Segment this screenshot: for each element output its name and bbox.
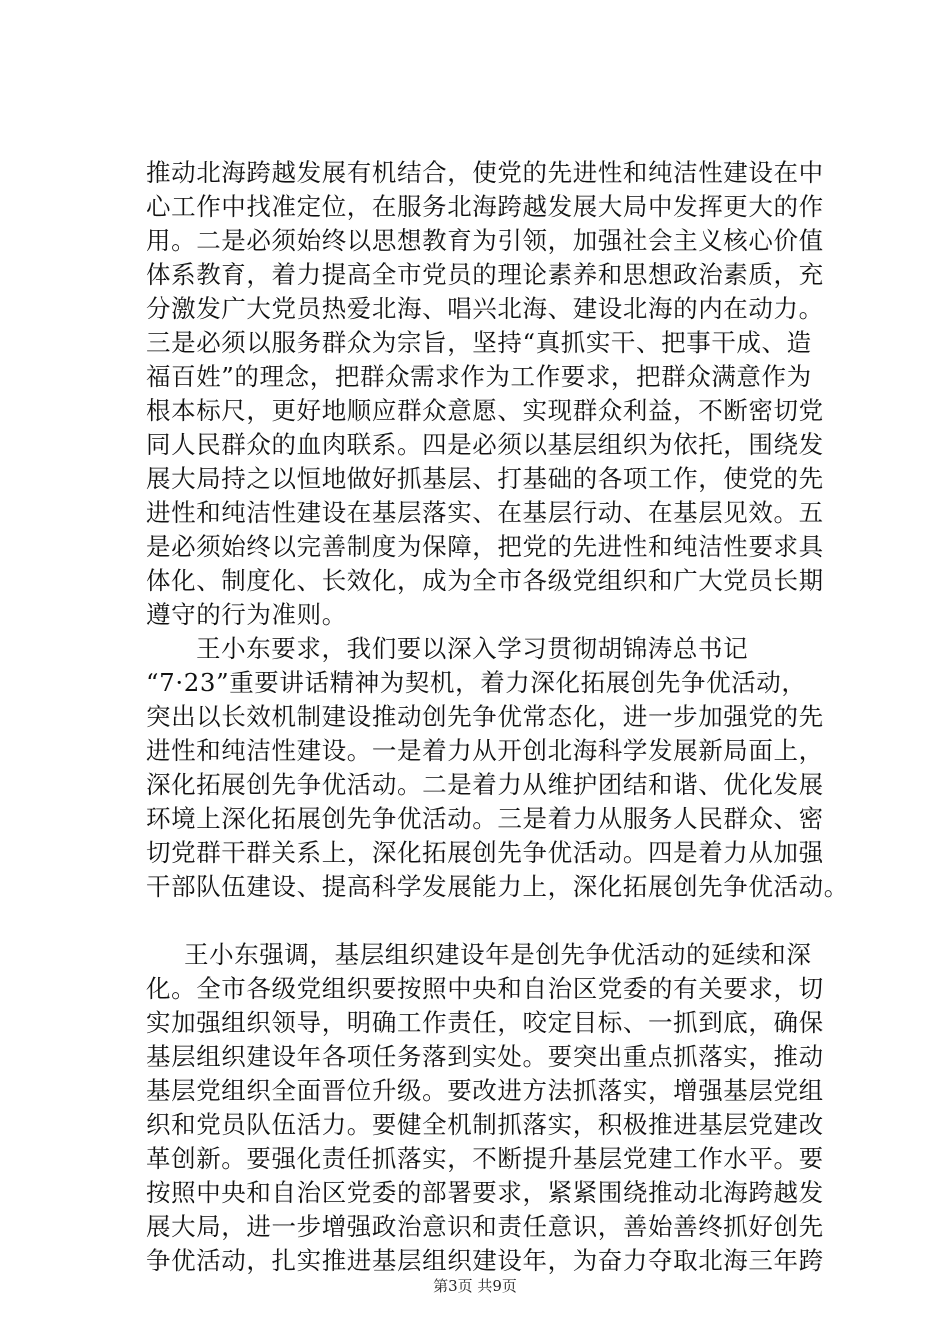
text-line: 基层党组织全面晋位升级。要改进方法抓落实，增强基层党组 bbox=[146, 1076, 824, 1105]
text-line: 革创新。要强化责任抓落实，不断提升基层党建工作水平。要 bbox=[146, 1144, 824, 1173]
page-number-footer: 第3页 共9页 bbox=[433, 1277, 517, 1295]
text-line: 心工作中找准定位，在服务北海跨越发展大局中发挥更大的作 bbox=[146, 192, 824, 221]
text-line: 实加强组织领导，明确工作责任，咬定目标、一抓到底，确保 bbox=[146, 1008, 824, 1037]
text-line: 化。全市各级党组织要按照中央和自治区党委的有关要求，切 bbox=[146, 974, 824, 1003]
paragraph-2 bbox=[146, 632, 849, 904]
text-line: 进性和纯洁性建设。一是着力从开创北海科学发展新局面上， bbox=[146, 736, 824, 765]
text-line: 切党群干群关系上，深化拓展创先争优活动。四是着力从加强 bbox=[146, 838, 824, 867]
text-line: 深化拓展创先争优活动。二是着力从维护团结和谐、优化发展 bbox=[146, 770, 824, 799]
text-line: 用。二是必须始终以思想教育为引领，加强社会主义核心价值 bbox=[146, 226, 824, 255]
text-line: 三是必须以服务群众为宗旨，坚持“真抓实干、把事干成、造 bbox=[146, 328, 812, 357]
text-line: 体化、制度化、长效化，成为全市各级党组织和广大党员长期 bbox=[146, 566, 824, 595]
text-line: 王小东要求，我们要以深入学习贯彻胡锦涛总书记 bbox=[196, 634, 749, 663]
paragraph-1 bbox=[146, 156, 846, 632]
paragraph-spacer bbox=[146, 904, 846, 938]
text-line: 基层组织建设年各项任务落到实处。要突出重点抓落实，推动 bbox=[146, 1042, 824, 1071]
text-line: 体系教育，着力提高全市党员的理论素养和思想政治素质，充 bbox=[146, 260, 824, 289]
text-line: 织和党员队伍活力。要健全机制抓落实，积极推进基层党建改 bbox=[146, 1110, 824, 1139]
text-line: 干部队伍建设、提高科学发展能力上，深化拓展创先争优活动。 bbox=[146, 872, 849, 901]
text-line: 争优活动，扎实推进基层组织建设年，为奋力夺取北海三年跨 bbox=[146, 1246, 824, 1275]
text-line: 展大局，进一步增强政治意识和责任意识，善始善终抓好创先 bbox=[146, 1212, 824, 1241]
text-line: 按照中央和自治区党委的部署要求，紧紧围绕推动北海跨越发 bbox=[146, 1178, 824, 1207]
text-line: 分激发广大党员热爱北海、唱兴北海、建设北海的内在动力。 bbox=[146, 294, 824, 323]
document-body bbox=[146, 156, 849, 1278]
text-line: 展大局持之以恒地做好抓基层、打基础的各项工作，使党的先 bbox=[146, 464, 824, 493]
text-line: 根本标尺，更好地顺应群众意愿、实现群众利益，不断密切党 bbox=[146, 396, 824, 425]
text-line: “7·23”重要讲话精神为契机，着力深化拓展创先争优活动， bbox=[146, 668, 807, 697]
text-line: 是必须始终以完善制度为保障，把党的先进性和纯洁性要求具 bbox=[146, 532, 824, 561]
paragraph-3 bbox=[146, 938, 846, 1278]
text-line: 王小东强调，基层组织建设年是创先争优活动的延续和深 bbox=[184, 940, 812, 969]
text-line: 遵守的行为准则。 bbox=[146, 600, 347, 629]
text-line: 同人民群众的血肉联系。四是必须以基层组织为依托，围绕发 bbox=[146, 430, 824, 459]
text-line: 环境上深化拓展创先争优活动。三是着力从服务人民群众、密 bbox=[146, 804, 824, 833]
text-line: 推动北海跨越发展有机结合，使党的先进性和纯洁性建设在中 bbox=[146, 158, 824, 187]
text-line: 进性和纯洁性建设在基层落实、在基层行动、在基层见效。五 bbox=[146, 498, 824, 527]
text-line: 福百姓”的理念，把群众需求作为工作要求，把群众满意作为 bbox=[146, 362, 812, 391]
text-line: 突出以长效机制建设推动创先争优常态化，进一步加强党的先 bbox=[146, 702, 824, 731]
